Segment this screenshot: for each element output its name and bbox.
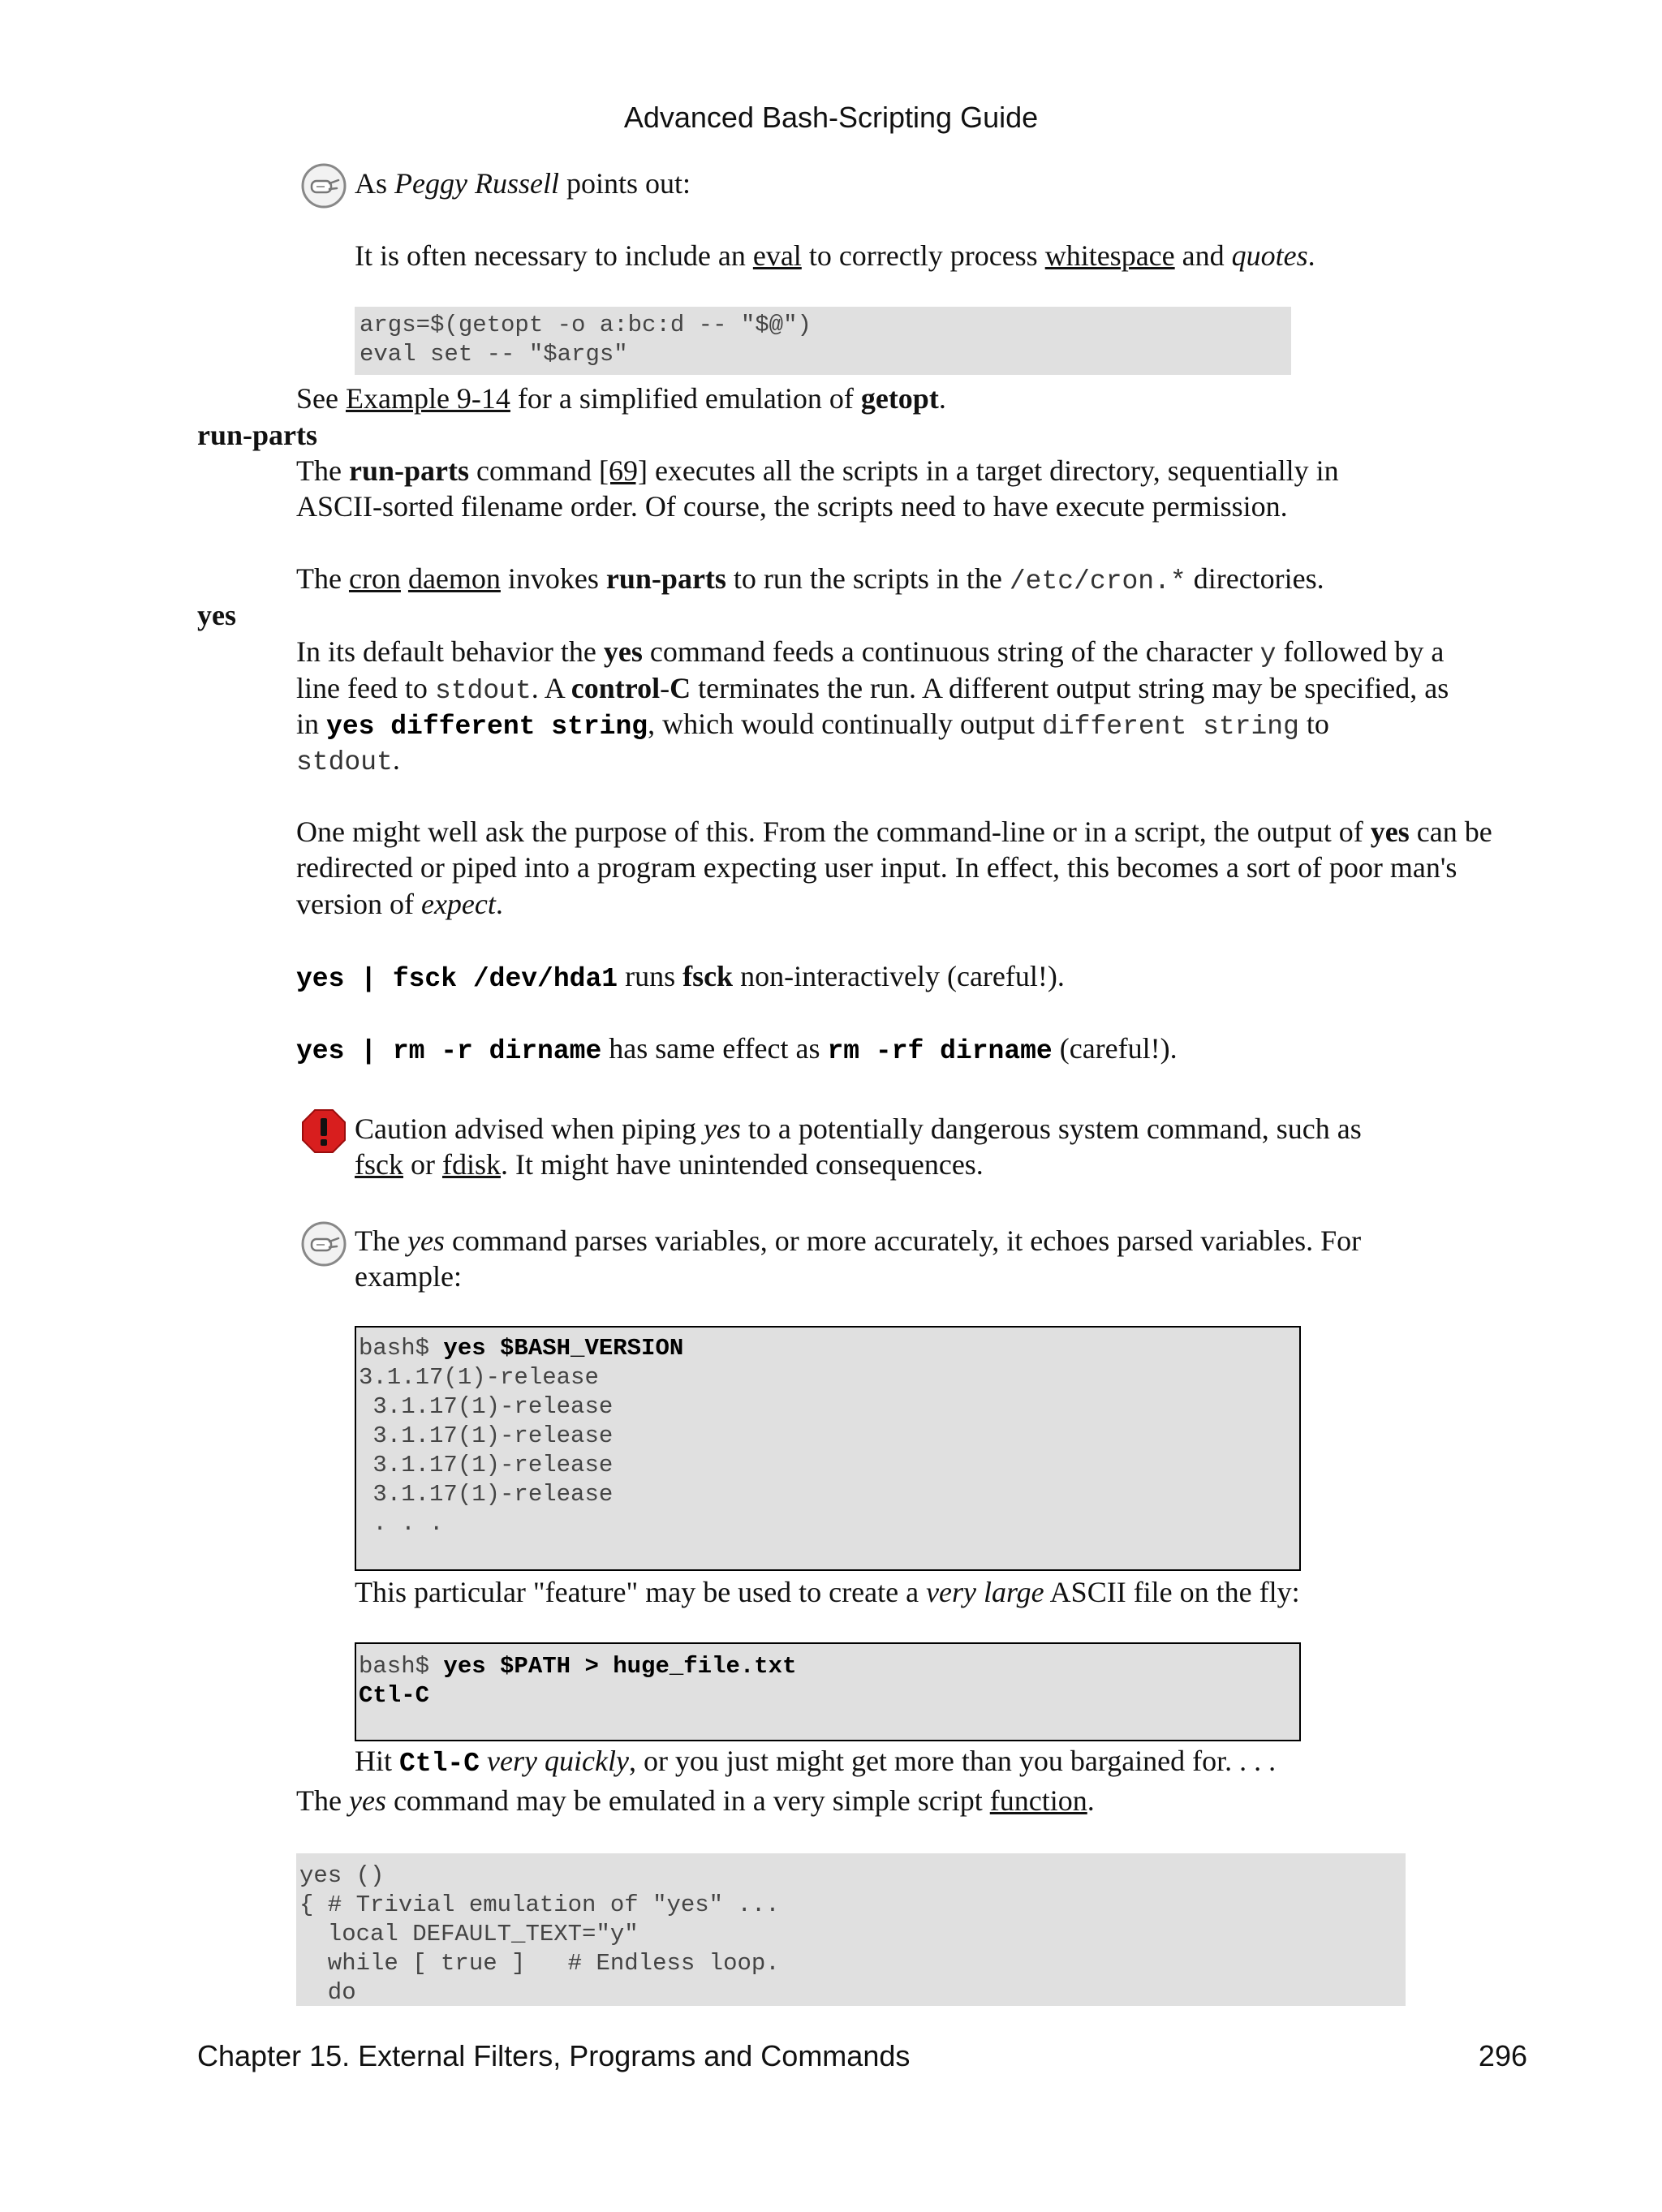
yes-p1-line-1: In its default behavior the yes command feeds a continuous string of the character y followed by a — [296, 635, 1445, 669]
feature-line: This particular "feature" may be used to create a very large ASCII file on the fly: — [355, 1576, 1300, 1608]
code-line: Ctl-C — [359, 1682, 430, 1709]
yes-p2-line-2: redirected or piped into a program expecting user input. In effect, this becomes a sort of poor man's — [296, 851, 1457, 884]
huge-file-code-box — [355, 1642, 1301, 1741]
term-yes: yes — [197, 599, 236, 631]
function-link[interactable]: function — [989, 1784, 1087, 1817]
yes-emulation-code-block — [296, 1853, 1406, 2006]
note2-line-2: example: — [355, 1260, 462, 1293]
yes-p1-line-3: in yes different string, which would continually output different string to — [296, 708, 1329, 742]
code-line: 3.1.17(1)-release — [359, 1452, 614, 1478]
note-paragraph: It is often necessary to include an eval to correctly process whitespace and quotes. — [355, 239, 1315, 272]
note-icon — [300, 162, 347, 217]
whitespace-link[interactable]: whitespace — [1044, 239, 1175, 272]
note2-line-1: The yes command parses variables, or more accurately, it echoes parsed variables. For — [355, 1224, 1362, 1257]
fdisk-link[interactable]: fdisk — [441, 1148, 501, 1181]
caution-icon — [300, 1108, 347, 1162]
caution-line-2: fsck or fdisk. It might have unintended consequences. — [355, 1148, 984, 1181]
yes-p1-line-4: stdout. — [296, 743, 400, 777]
note-intro: As Peggy Russell points out: — [355, 167, 691, 200]
code-line: bash$ yes $BASH_VERSION — [359, 1335, 684, 1362]
yes-p2-line-3: version of expect. — [296, 888, 503, 920]
eval-link[interactable]: eval — [752, 239, 802, 272]
page-number: 296 — [1478, 2039, 1527, 2072]
see-example-line: See Example 9-14 for a simplified emulation of getopt. — [296, 382, 946, 415]
code-line: yes () — [299, 1862, 385, 1889]
code-line: . . . — [359, 1510, 444, 1537]
footer-chapter: Chapter 15. External Filters, Programs and Commands — [197, 2039, 911, 2072]
yes-example-rm: yes | rm -r dirname has same effect as rm -rf dirname (careful!). — [296, 1032, 1178, 1066]
page-header: Advanced Bash-Scripting Guide — [623, 101, 1039, 134]
code-line: bash$ yes $PATH > huge_file.txt — [359, 1653, 797, 1680]
code-line: local DEFAULT_TEXT="y" — [299, 1921, 639, 1947]
note-icon — [300, 1220, 347, 1275]
cron-link[interactable]: cron — [348, 562, 401, 595]
getopt-code-block — [355, 307, 1291, 375]
term-run-parts: run-parts — [197, 419, 318, 451]
code-line: do — [299, 1979, 356, 2006]
run-parts-line-2: ASCII-sorted filename order. Of course, the scripts need to have execute permission. — [296, 490, 1288, 523]
emulation-line: The yes command may be emulated in a very simple script function. — [296, 1784, 1095, 1817]
footnote-69-link[interactable]: [69] — [598, 454, 648, 487]
code-line: 3.1.17(1)-release — [359, 1481, 614, 1508]
daemon-link[interactable]: daemon — [407, 562, 501, 595]
code-line: 3.1.17(1)-release — [359, 1364, 599, 1391]
yes-example-fsck: yes | fsck /dev/hda1 runs fsck non-interactively (careful!). — [296, 960, 1065, 994]
caution-line-1: Caution advised when piping yes to a potentially dangerous system command, such as — [355, 1112, 1362, 1145]
hit-ctl-c-line: Hit Ctl-C very quickly, or you just might get more than you bargained for. . . . — [355, 1745, 1277, 1779]
run-parts-line-3: The cron daemon invokes run-parts to run the scripts in the /etc/cron.* directories. — [296, 562, 1324, 596]
fsck-link[interactable]: fsck — [355, 1148, 403, 1181]
code-line: 3.1.17(1)-release — [359, 1422, 614, 1449]
code-line: 3.1.17(1)-release — [359, 1393, 614, 1420]
yes-p1-line-2: line feed to stdout. A control-C terminates the run. A different output string may be specified, as — [296, 672, 1449, 706]
bash-version-code-box — [355, 1326, 1301, 1571]
example-9-14-link[interactable]: Example 9-14 — [345, 382, 510, 415]
yes-p2-line-1: One might well ask the purpose of this. From the command-line or in a script, the output of yes can be — [296, 816, 1492, 848]
run-parts-line-1: The run-parts command [69] executes all the scripts in a target directory, sequentially in — [296, 454, 1339, 487]
code-line: { # Trivial emulation of "yes" ... — [299, 1891, 780, 1918]
code-line: while [ true ] # Endless loop. — [299, 1950, 780, 1977]
code-line: args=$(getopt -o a:bc:d -- "$@") — [360, 312, 812, 338]
code-line: eval set -- "$args" — [360, 341, 628, 368]
